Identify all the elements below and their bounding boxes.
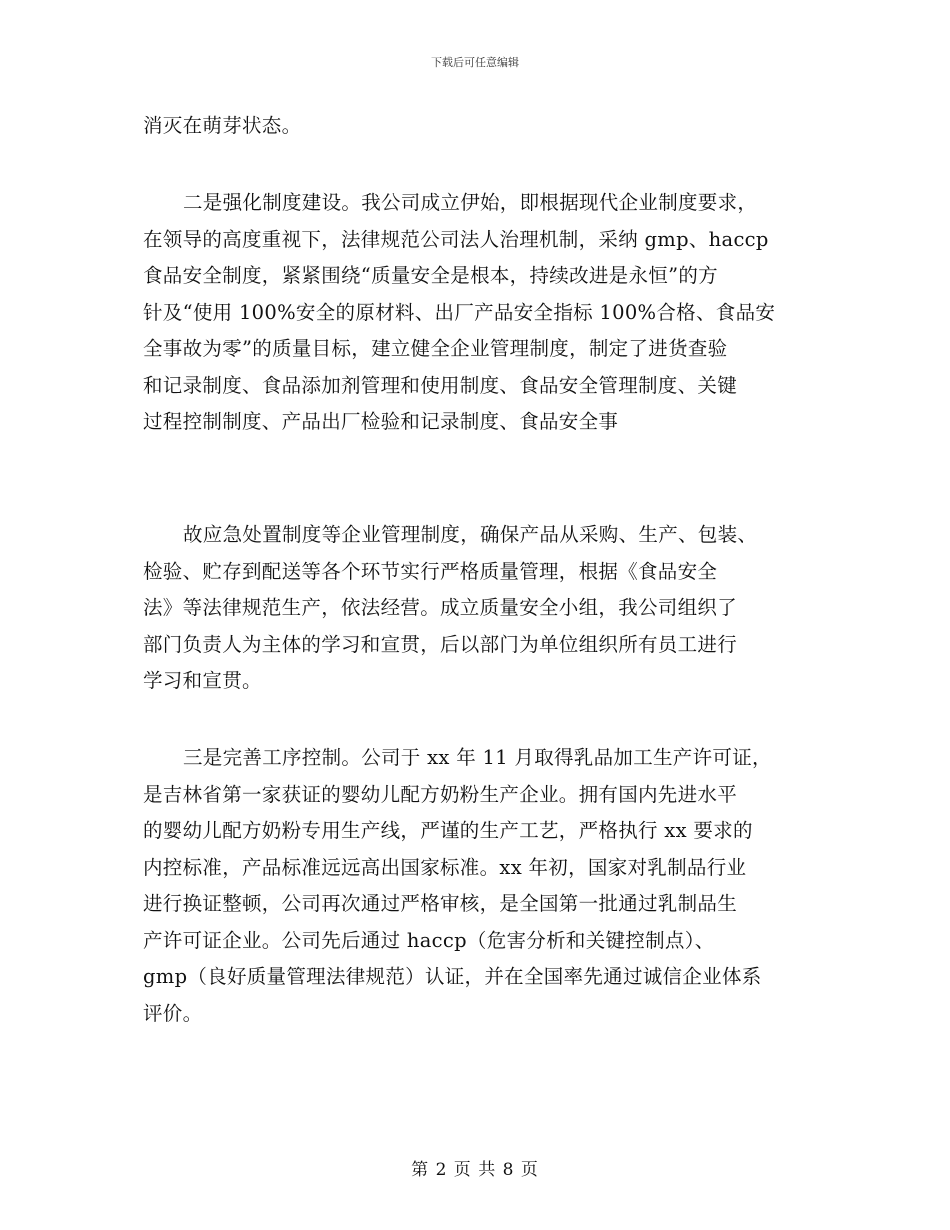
text-line: 进行换证整顿，公司再次通过严格审核，是全国第一批通过乳制品生 xyxy=(143,892,738,915)
page-number: 第 2 页 共 8 页 xyxy=(411,1160,539,1180)
paragraph-first-line: 二是强化制度建设。我公司成立伊始，即根据现代企业制度要求， xyxy=(183,191,758,214)
text-line: 的婴幼儿配方奶粉专用生产线，严谨的生产工艺，严格执行 xx 要求的 xyxy=(143,819,753,842)
text-line: 部门负责人为主体的学习和宣贯，后以部门为单位组织所有员工进行 xyxy=(143,633,738,656)
text-line: 学习和宣贯。 xyxy=(143,669,262,692)
text-line: 和记录制度、食品添加剂管理和使用制度、食品安全管理制度、关键 xyxy=(143,374,738,397)
text-line: 过程控制制度、产品出厂检验和记录制度、食品安全事 xyxy=(143,410,619,433)
paragraph-first-line: 故应急处置制度等企业管理制度，确保产品从采购、生产、包装、 xyxy=(183,523,758,546)
paragraph-first-line: 三是完善工序控制。公司于 xx 年 11 月取得乳品加工生产许可证， xyxy=(183,746,772,769)
text-line: 全事故为零”的质量目标，建立健全企业管理制度，制定了进货查验 xyxy=(143,337,728,360)
page-header: 下载后可任意编辑 xyxy=(431,56,519,69)
page-footer xyxy=(0,1155,950,1180)
text-line: 食品安全制度，紧紧围绕“质量安全是根本，持续改进是永恒”的方 xyxy=(143,264,718,287)
text-line: 是吉林省第一家获证的婴幼儿配方奶粉生产企业。拥有国内先进水平 xyxy=(143,783,738,806)
text-line: 评价。 xyxy=(143,1002,203,1025)
text-line: gmp（良好质量管理法律规范）认证，并在全国率先通过诚信企业体系 xyxy=(143,965,762,988)
text-line: 产许可证企业。公司先后通过 haccp（危害分析和关键控制点）、 xyxy=(143,929,715,952)
text-line: 检验、贮存到配送等各个环节实行严格质量管理，根据《食品安全 xyxy=(143,560,718,583)
text-line: 内控标准，产品标准远远高出国家标准。xx 年初，国家对乳制品行业 xyxy=(143,856,747,879)
text-line: 法》等法律规范生产，依法经营。成立质量安全小组，我公司组织了 xyxy=(143,596,738,619)
text-line: 针及“使用 100%安全的原材料、出厂产品安全指标 100%合格、食品安 xyxy=(143,301,776,324)
text-line: 在领导的高度重视下，法律规范公司法人治理机制，采纳 gmp、haccp xyxy=(143,228,769,251)
text-line: 消灭在萌芽状态。 xyxy=(143,114,302,137)
